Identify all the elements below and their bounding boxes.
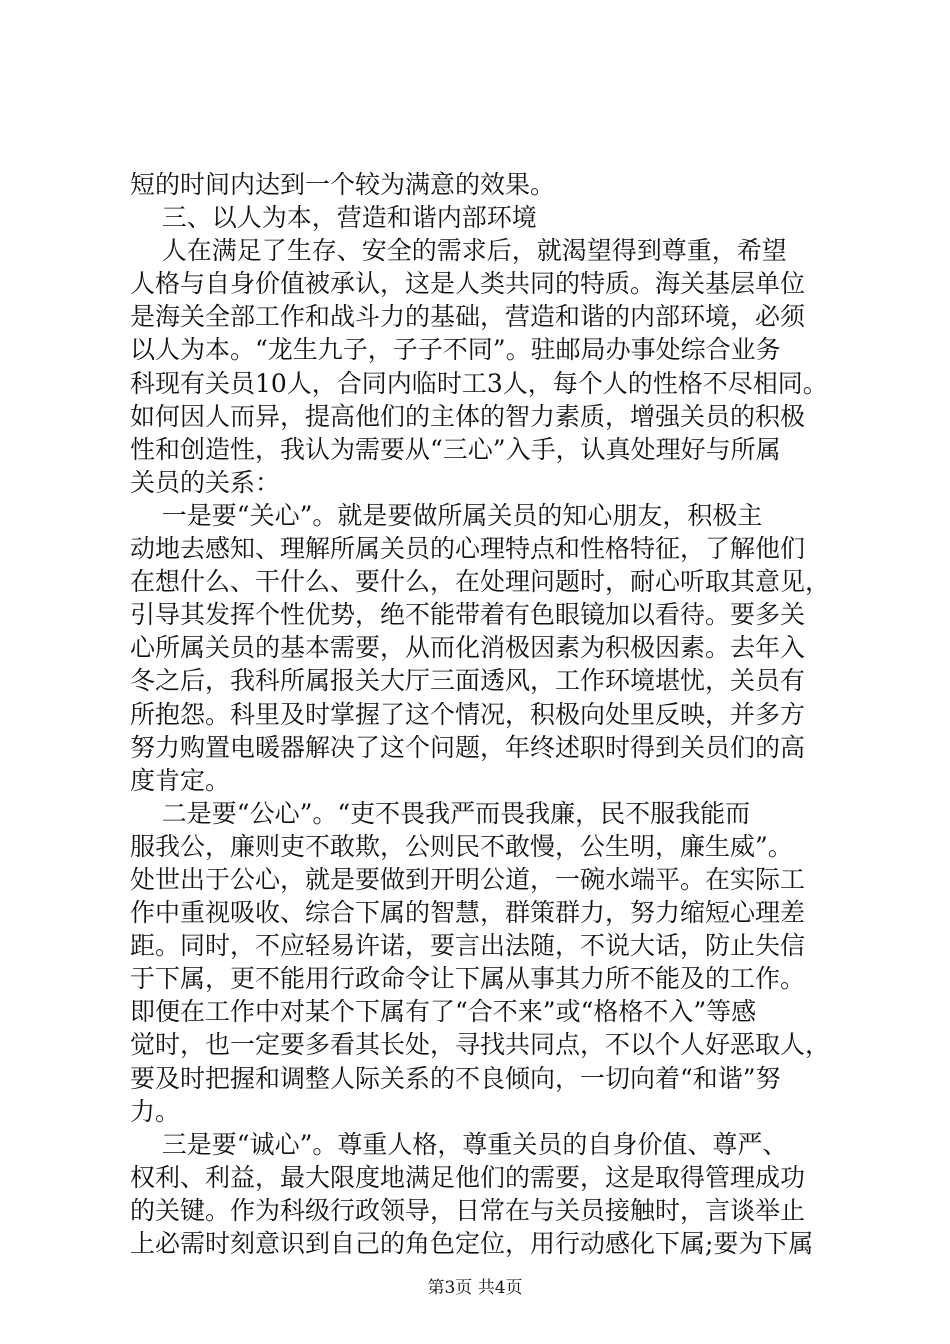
text-line: 处世出于公心，就是要做到开明公道，一碗水端平。在实际工 — [130, 864, 806, 894]
text-line: 努力购置电暖器解决了这个问题，年终述职时得到关员们的高 — [130, 732, 806, 762]
text-line: 要及时把握和调整人际关系的不良倾向，一切向着“和谐”努 — [130, 1063, 781, 1093]
text-line: 在想什么、干什么、要什么，在处理问题时，耐心听取其意见， — [130, 567, 830, 597]
text-line: 人格与自身价值被承认，这是人类共同的特质。海关基层单位 — [130, 269, 806, 299]
text-line: 关员的关系： — [130, 467, 281, 497]
text-line: 科现有关员10人，合同内临时工3人，每个人的性格不尽相同。 — [130, 368, 828, 398]
text-line: 觉时，也一定要多看其长处，寻找共同点，不以个人好恶取人， — [130, 1030, 830, 1060]
text-line: 动地去感知、理解所属关员的心理特点和性格特征，了解他们 — [130, 534, 806, 564]
text-line: 即便在工作中对某个下属有了“合不来”或“格格不入”等感 — [130, 997, 757, 1027]
text-line: 权利、利益，最大限度地满足他们的需要，这是取得管理成功 — [130, 1162, 806, 1192]
text-line: 一是要“关心”。就是要做所属关员的知心朋友，积极主 — [130, 500, 763, 530]
document-body — [130, 168, 830, 1260]
text-line: 性和创造性，我认为需要从“三心”入手，认真处理好与所属 — [130, 434, 781, 464]
text-line: 人在满足了生存、安全的需求后，就渴望得到尊重，希望 — [130, 236, 787, 266]
text-line: 心所属关员的基本需要，从而化消极因素为积极因素。去年入 — [130, 633, 806, 663]
text-line: 三是要“诚心”。尊重人格，尊重关员的自身价值、尊严、 — [130, 1129, 788, 1159]
text-line: 二是要“公心”。“吏不畏我严而畏我廉，民不服我能而 — [130, 798, 751, 828]
text-line: 度肯定。 — [130, 765, 231, 795]
text-line: 以人为本。“龙生九子，子子不同”。驻邮局办事处综合业务 — [130, 335, 781, 365]
text-line: 是海关全部工作和战斗力的基础，营造和谐的内部环境，必须 — [130, 302, 806, 332]
text-line: 作中重视吸收、综合下属的智慧，群策群力，努力缩短心理差 — [130, 898, 806, 928]
text-line: 短的时间内达到一个较为满意的效果。 — [130, 170, 556, 199]
text-line: 的关键。作为科级行政领导，日常在与关员接触时，言谈举止 — [130, 1195, 806, 1225]
text-line: 上必需时刻意识到自己的角色定位，用行动感化下属;要为下属 — [130, 1229, 814, 1258]
text-line: 三、以人为本，营造和谐内部环境 — [130, 203, 537, 233]
text-line: 服我公，廉则吏不敢欺，公则民不敢慢，公生明，廉生威”。 — [130, 831, 793, 861]
text-line: 冬之后，我科所属报关大厅三面透风，工作环境堪忧，关员有 — [130, 666, 806, 696]
text-line: 如何因人而异，提高他们的主体的智力素质，增强关员的积极 — [130, 401, 806, 431]
text-line: 于下属，更不能用行政命令让下属从事其力所不能及的工作。 — [130, 964, 806, 994]
text-line: 引导其发挥个性优势，绝不能带着有色眼镜加以看待。要多关 — [130, 600, 806, 630]
page-footer: 第3页 共4页 — [427, 1278, 523, 1298]
text-line: 距。同时，不应轻易许诺，要言出法随，不说大话，防止失信 — [130, 931, 806, 961]
text-line: 所抱怨。科里及时掌握了这个情况，积极向处里反映，并多方 — [130, 699, 806, 729]
text-line: 力。 — [130, 1096, 181, 1126]
